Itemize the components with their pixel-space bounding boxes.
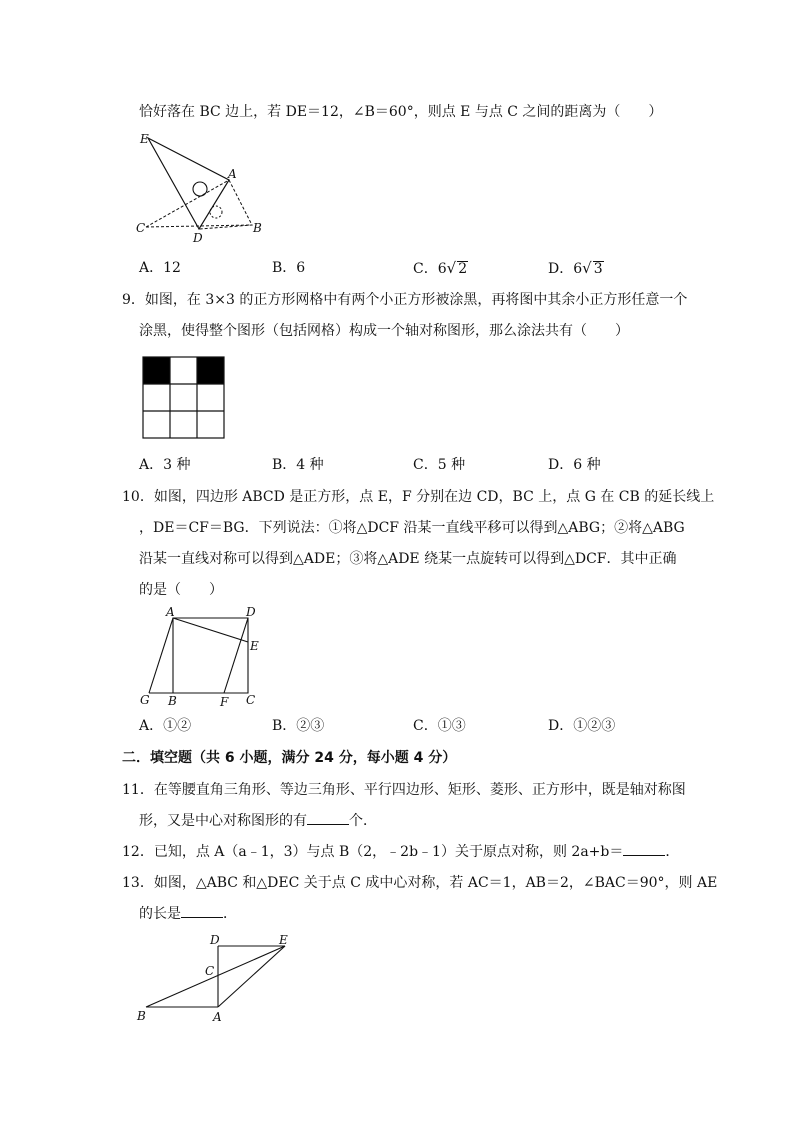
q10-option-a[interactable]: A．①② xyxy=(139,718,192,734)
q13-figure xyxy=(132,932,302,1026)
q10-label-b: B xyxy=(168,694,177,708)
q13-label-c: C xyxy=(205,964,215,978)
section-2-title: 二．填空题（共 6 小题，满分 24 分，每小题 4 分） xyxy=(122,750,457,766)
q8-option-d[interactable]: D．6√ 3 xyxy=(548,259,603,277)
q9-text-line-1: 9．如图，在 3×3 的正方形网格中有两个小正方形被涂黑，再将图中其余小正方形任意一个 xyxy=(122,292,688,308)
q9-grid-figure xyxy=(142,356,226,440)
q8-label-d: D xyxy=(193,231,203,245)
q8-text-line-1: 恰好落在 BC 边上，若 DE＝12，∠B＝60°，则点 E 与点 C 之间的距离为（ ） xyxy=(139,104,663,120)
q13-label-b: B xyxy=(137,1009,146,1023)
q11-text-line-1: 11．在等腰直角三角形、等边三角形、平行四边形、矩形、菱形、正方形中，既是轴对称图 xyxy=(122,782,686,798)
q10-line-ag xyxy=(149,618,173,693)
q13-label-a: A xyxy=(213,1010,222,1024)
q10-text-line-4: 的是（ ） xyxy=(139,582,223,598)
q9-black-cell-right xyxy=(197,357,224,384)
q10-text-line-2: ，DE＝CF＝BG．下列说法：①将△DCF 沿某一直线平移可以得到△ABG；②将△ABG xyxy=(139,520,685,536)
q8-option-a[interactable]: A．12 xyxy=(139,260,181,276)
q11-text-line-2 xyxy=(139,812,377,830)
q8-triangle-ead xyxy=(148,138,229,229)
q10-option-d[interactable]: D．①②③ xyxy=(548,718,616,734)
q9-option-b[interactable]: B．4 种 xyxy=(272,457,324,473)
q10-text-line-1: 10．如图，四边形 ABCD 是正方形，点 E，F 分别在边 CD，BC 上，点 G 在 CB 的延长线上 xyxy=(122,489,715,505)
q10-label-d: D xyxy=(246,605,256,619)
q9-black-cell-left xyxy=(143,357,170,384)
q10-text-line-3: 沿某一直线对称可以得到△ADE；③将△ADE 绕某一点旋转可以得到△DCF．其中正确 xyxy=(139,551,677,567)
q13-line-2-pre: 的长是 xyxy=(139,906,181,922)
q8-solid-circle xyxy=(193,182,207,196)
q8-label-c: C xyxy=(136,221,146,235)
q13-line-2-post: ． xyxy=(223,906,237,922)
q12-line-1-post: ． xyxy=(665,844,680,860)
q13-label-e: E xyxy=(279,933,288,947)
q10-line-ae xyxy=(173,618,248,642)
q12-text-line-1 xyxy=(122,843,679,861)
q10-line-df xyxy=(224,618,248,693)
q13-answer-blank[interactable] xyxy=(181,905,223,918)
q8-label-e: E xyxy=(140,132,149,146)
q8-dashed-ca xyxy=(146,180,229,227)
q10-label-f: F xyxy=(220,695,229,708)
q9-text-line-2: 涂黑，使得整个图形（包括网格）构成一个轴对称图形，那么涂法共有（ ） xyxy=(139,323,629,339)
q10-figure xyxy=(136,604,266,708)
q8-option-c[interactable]: C．6√ 2 xyxy=(413,259,468,277)
q11-line-2-pre: 形，又是中心对称图形的有 xyxy=(139,813,307,829)
q8-option-d-radicand: 3 xyxy=(593,261,603,277)
q8-option-c-radicand: 2 xyxy=(458,261,468,277)
q10-label-g: G xyxy=(140,693,150,707)
q10-label-c: C xyxy=(246,693,256,707)
q13-text-line-2 xyxy=(139,905,237,923)
q10-square-abcd xyxy=(173,618,248,693)
q8-label-a: A xyxy=(228,167,237,181)
q8-option-b[interactable]: B．6 xyxy=(272,260,306,276)
q10-option-c[interactable]: C．①③ xyxy=(413,718,466,734)
q10-label-a: A xyxy=(166,605,175,619)
q11-line-2-post: 个． xyxy=(349,813,377,829)
q13-text-line-1: 13．如图，△ABC 和△DEC 关于点 C 成中心对称，若 AC＝1，AB＝2，∠BAC＝90°，则 AE xyxy=(122,875,718,891)
q13-line-be xyxy=(146,946,285,1007)
q10-option-b[interactable]: B．②③ xyxy=(272,718,325,734)
q8-option-c-prefix: C．6 xyxy=(413,261,447,277)
q9-option-a[interactable]: A．3 种 xyxy=(139,457,191,473)
q12-line-1-pre: 12．已知，点 A（a﹣1，3）与点 B（2，﹣2b﹣1）关于原点对称，则 2a+b＝ xyxy=(122,844,624,860)
q9-option-d[interactable]: D．6 种 xyxy=(548,457,601,473)
q9-option-c[interactable]: C．5 种 xyxy=(413,457,466,473)
q10-label-e: E xyxy=(250,639,259,653)
q13-label-d: D xyxy=(210,933,220,947)
q12-answer-blank[interactable] xyxy=(623,843,665,856)
q13-line-ae xyxy=(218,946,285,1007)
q8-label-b: B xyxy=(253,221,262,235)
q8-figure xyxy=(132,128,272,248)
q11-answer-blank[interactable] xyxy=(307,812,349,825)
q8-option-d-prefix: D．6 xyxy=(548,261,583,277)
